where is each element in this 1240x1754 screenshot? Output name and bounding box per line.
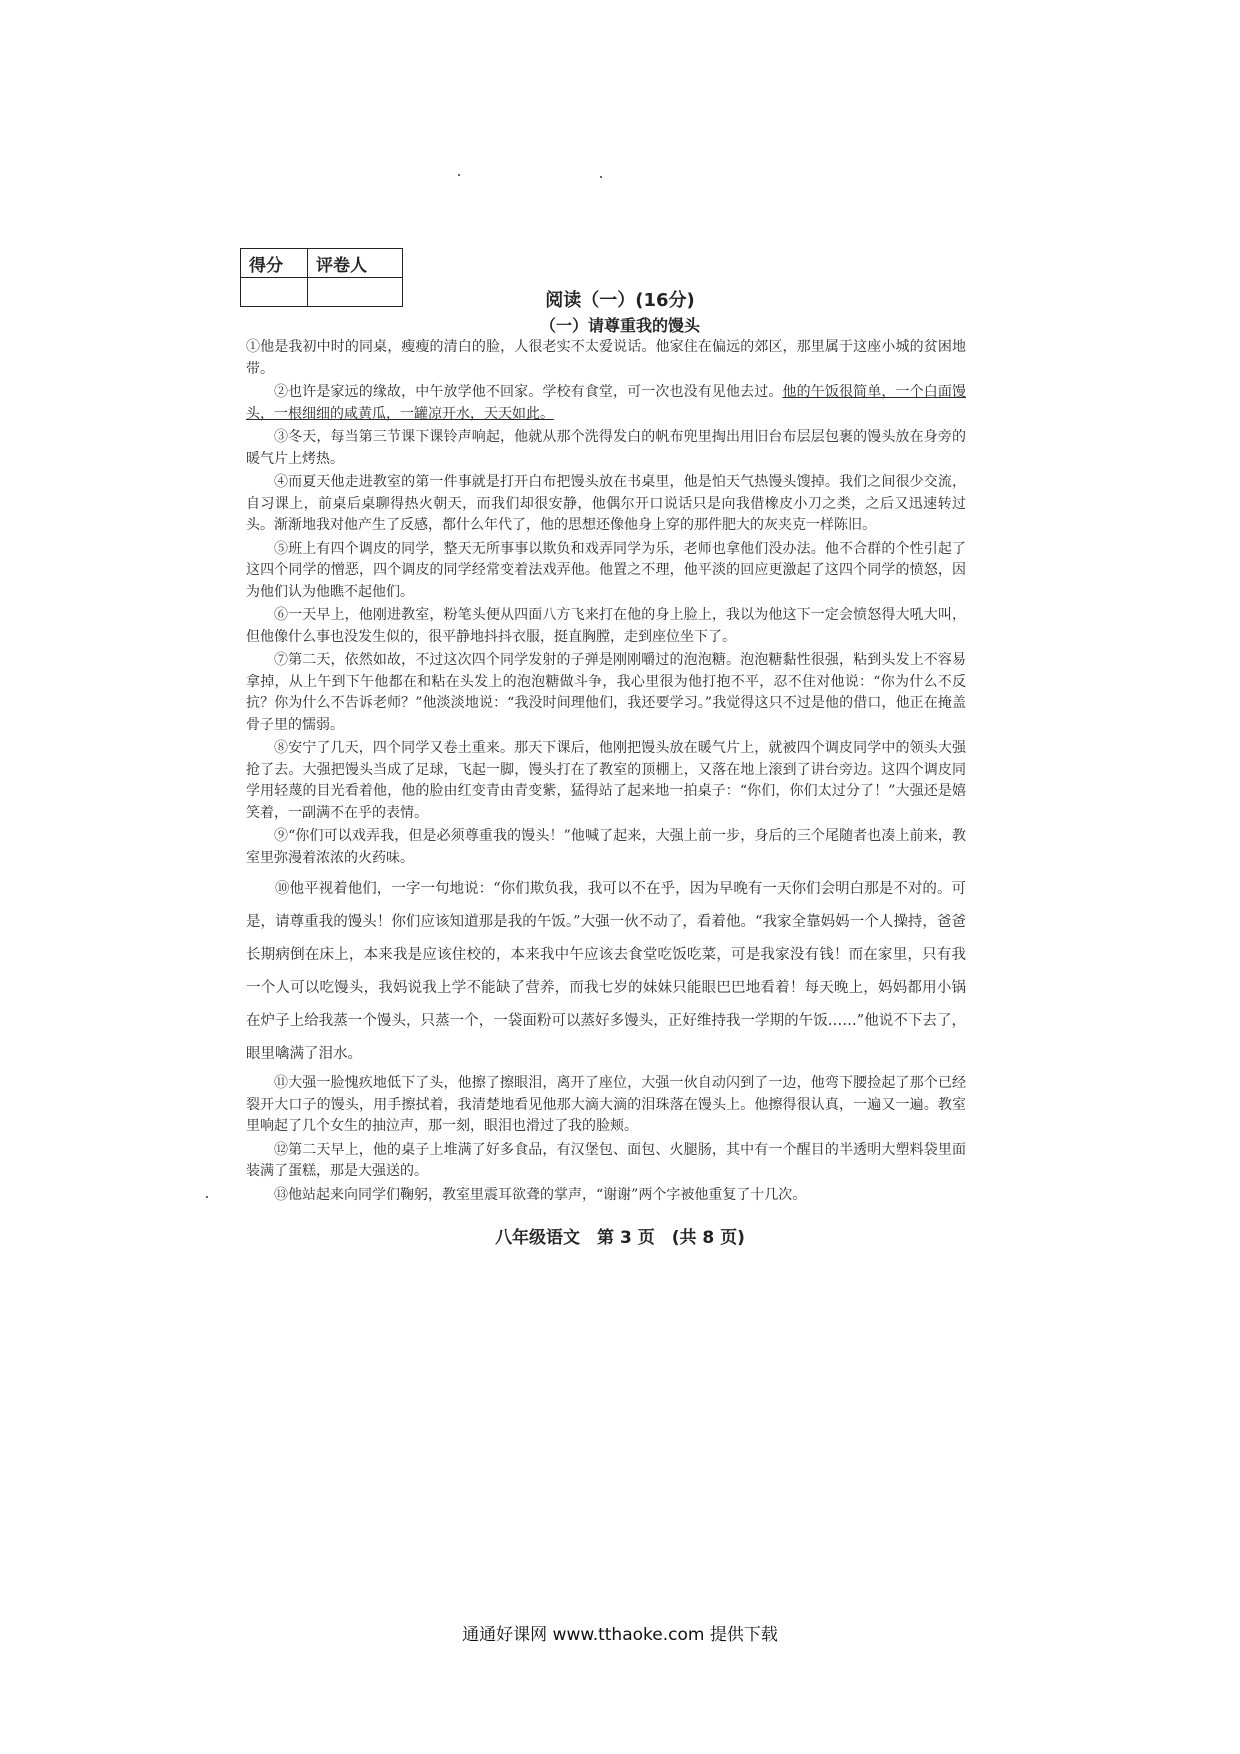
paragraph-2: [246, 382, 966, 425]
paragraph-9: ⑨“你们可以戏弄我，但是必须尊重我的馒头！”他喊了起来，大强上前一步，身后的三个尾随者也凑上前来，教室里弥漫着浓浓的火药味。: [246, 828, 966, 866]
article-title: （一）请尊重我的馒头: [539, 316, 700, 335]
paragraph-13: ⑬他站起来向同学们鞠躬，教室里震耳欲聋的掌声，“谢谢”两个字被他重复了十几次。: [274, 1186, 807, 1203]
paragraph-12: ⑫第二天早上，他的桌子上堆满了好多食品，有汉堡包、面包、火腿肠，其中有一个醒目的半透明大塑料袋里面装满了蛋糕，那是大强送的。: [246, 1141, 966, 1179]
paragraph-6: ⑥一天早上，他刚进教室，粉笔头便从四面八方飞来打在他的身上脸上，我以为他这下一定会愤怒得大吼大叫，但他像什么事也没发生似的，很平静地抖抖衣服，挺直胸膛，走到座位坐下了。: [246, 607, 966, 645]
grader-label: 评卷人: [308, 249, 403, 278]
article-body: [246, 337, 966, 1208]
scan-speck: [206, 1196, 208, 1198]
scan-speck: [600, 176, 602, 178]
paragraph-1: ①他是我初中时的同桌，瘦瘦的清白的脸，人很老实不太爱说话。他家住在偏远的郊区，那里属于这座小城的贫困地带。: [246, 339, 966, 377]
underlined-sentence: 他的午饭很简单，一个白面馒头，一根细细的咸黄瓜，一罐凉开水，天天如此。: [246, 384, 966, 422]
paragraph-4: ④而夏天他走进教室的第一件事就是打开白布把馒头放在书桌里，他是怕天气热馒头馊掉。我们之间很少交流，自习课上，前桌后桌聊得热火朝天，而我们却很安静，他偶尔开口说话只是向我借橡皮小刀之类，之后又迅速转过头。渐渐地我对他产生了反感，都什么年代了，他的思想还像他身上穿的那件肥大的灰夹克一样陈旧。: [246, 474, 966, 533]
download-watermark: 通通好课网 www.tthaoke.com 提供下载: [462, 1625, 778, 1645]
paragraph-7: ⑦第二天，依然如故，不过这次四个同学发射的子弹是刚刚嚼过的泡泡糖。泡泡糖黏性很强，粘到头发上不容易拿掉，从上午到下午他都在和粘在头发上的泡泡糖做斗争，我心里很为他打抱不平，忍不住对他说：“你为什么不反抗？你为什么不告诉老师？”他淡淡地说：“我没时间理他们，我还要学习。”我觉得这只不过是他的借口，他正在掩盖骨子里的懦弱。: [246, 652, 966, 733]
paragraph-3: ③冬天，每当第三节课下课铃声响起，他就从那个洗得发白的帆布兜里掏出用旧台布层层包裹的馒头放在身旁的暖气片上烤热。: [246, 429, 966, 467]
paragraph-11: ⑪大强一脸愧疚地低下了头，他擦了擦眼泪，离开了座位，大强一伙自动闪到了一边，他弯下腰捡起了那个已经裂开大口子的馒头，用手擦拭着，我清楚地看见他那大滴大滴的泪珠落在馒头上。他擦得很认真，一遍又一遍。教室里响起了几个女生的抽泣声，那一刻，眼泪也滑过了我的脸颊。: [246, 1075, 966, 1134]
paragraph-2-text: ②也许是家远的缘故，中午放学他不回家。学校有食堂，可一次也没有见他去过。: [274, 384, 783, 400]
section-title: 阅读（一）(16分): [545, 290, 695, 311]
scan-speck: [458, 174, 460, 176]
paragraph-8: ⑧安宁了几天，四个同学又卷土重来。那天下课后，他刚把馒头放在暖气片上，就被四个调皮同学中的领头大强抢了去。大强把馒头当成了足球，飞起一脚，馒头打在了教室的顶棚上，又落在地上滚到了讲台旁边。这四个调皮同学用轻蔑的目光看着他，他的脸由红变青由青变紫，猛得站了起来地一拍桌子：“你们，你们太过分了！”大强还是嬉笑着，一副满不在乎的表情。: [246, 740, 966, 821]
paragraph-5: ⑤班上有四个调皮的同学，整天无所事事以欺负和戏弄同学为乐，老师也拿他们没办法。他不合群的个性引起了这四个同学的憎恶，四个调皮的同学经常变着法戏弄他。他置之不理，他平淡的回应更激起了这四个同学的愤怒，因为他们认为他瞧不起他们。: [246, 540, 966, 600]
page-footer: 八年级语文 第 3 页 (共 8 页): [495, 1228, 745, 1248]
paragraph-10: ⑩他平视着他们，一字一句地说：“你们欺负我，我可以不在乎，因为早晚有一天你们会明白那是不对的。可是，请尊重我的馒头！你们应该知道那是我的午饭。”大强一伙不动了，看着他。“我家全靠妈妈一个人操持，爸爸长期病倒在床上，本来我是应该住校的，本来我中午应该去食堂吃饭吃菜，可是我家没有钱！而在家里，只有我一个人可以吃馒头，我妈说我上学不能缺了营养，而我七岁的妹妹只能眼巴巴地看着！每天晚上，妈妈都用小锅在炉子上给我蒸一个馒头，只蒸一个，一袋面粉可以蒸好多馒头，正好维持我一学期的午饭……”他说不下去了，眼里噙满了泪水。: [246, 881, 966, 1062]
score-label: 得分: [241, 249, 308, 278]
